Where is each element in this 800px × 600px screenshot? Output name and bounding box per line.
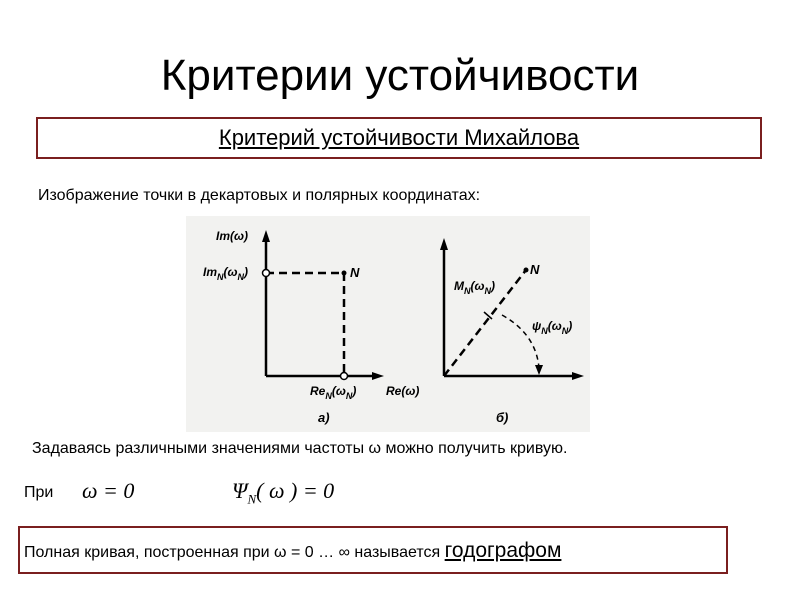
point-n2-dot <box>524 268 529 273</box>
formula-omega-zero: ω = 0 <box>82 478 135 503</box>
psi-rest: ( ω ) = 0 <box>256 478 335 503</box>
formula-psi <box>232 478 334 512</box>
im-axis-label: Im(ω) <box>216 229 249 243</box>
pri-label: При <box>24 484 54 501</box>
m-n-label: $M_N(\omega_N)$ <box>454 279 496 296</box>
psi-symbol: Ψ <box>232 478 248 503</box>
definition-box <box>18 526 728 574</box>
psi-n-label: $\psi_N(\omega_N)$ <box>532 319 573 336</box>
label-a: а) <box>318 410 330 425</box>
re-point <box>341 373 348 380</box>
caption-text: Изображение точки в декартовых и полярных координатах: <box>38 187 481 204</box>
figure-background <box>186 216 590 432</box>
definition-line <box>24 541 561 563</box>
page-title: Критерии устойчивости <box>160 51 640 100</box>
frequency-text: Задаваясь различными значениями частоты ω можно получить кривую. <box>32 440 568 457</box>
point-n-label: N <box>350 265 360 280</box>
definition-text: Полная кривая, построенная при ω = 0 … ∞ называется <box>24 544 445 561</box>
point-n-dot <box>342 271 347 276</box>
re-n-label: $Re_N(\omega_N)$ <box>310 384 357 401</box>
im-point <box>263 270 270 277</box>
subtitle-box <box>36 117 762 159</box>
psi-subscript: N <box>247 491 257 507</box>
im-n-label: $Im_N(\omega_N)$ <box>203 265 249 282</box>
coordinate-figure <box>186 216 590 432</box>
godograph-term: годографом <box>444 539 562 562</box>
subtitle-text: Критерий устойчивости Михайлова <box>218 125 580 150</box>
label-b: б) <box>496 410 509 425</box>
re-axis-label: Re(ω) <box>386 384 420 398</box>
point-n2-label: N <box>530 262 540 277</box>
